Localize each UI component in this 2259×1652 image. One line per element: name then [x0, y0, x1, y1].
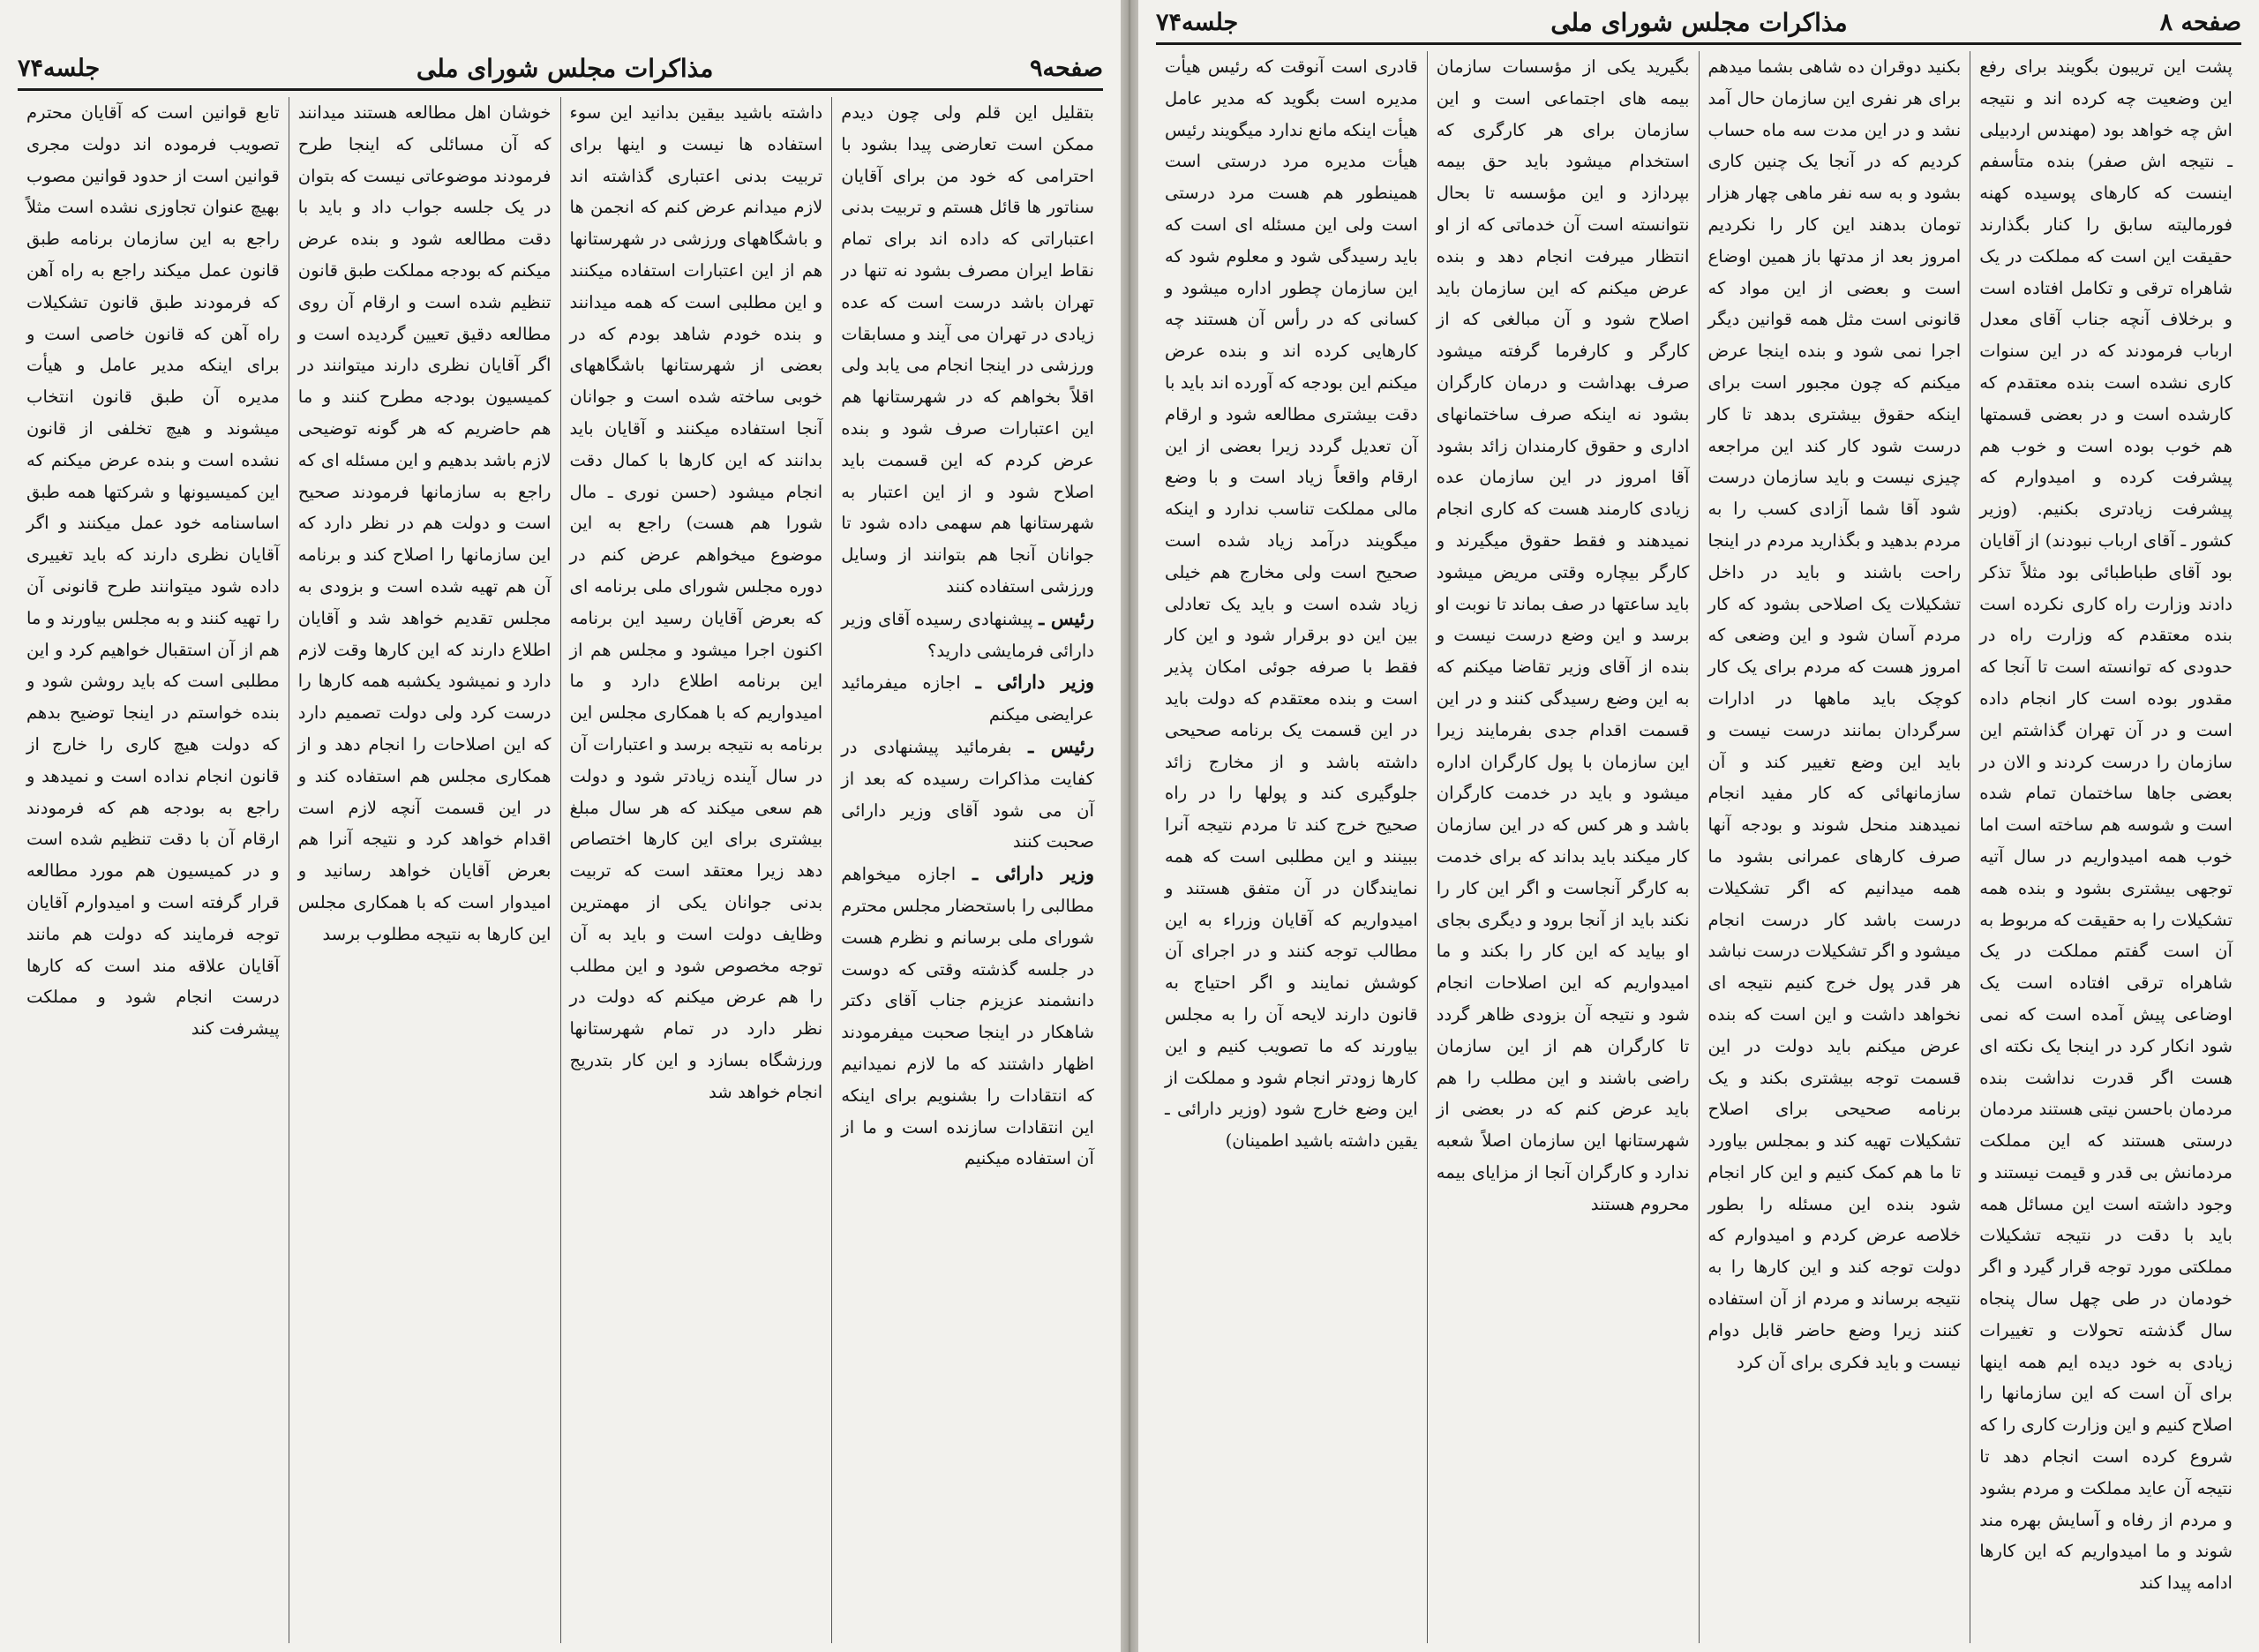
- speech-text: پیشنهادی رسیده آقای وزیر دارائی فرمایشی دارید؟: [841, 608, 1094, 661]
- text-column-1: [1970, 51, 2241, 1643]
- right-page-header: [1156, 2, 2241, 45]
- page-title: مذاکرات مجلس شورای ملی: [416, 53, 714, 83]
- speaker-name: رئیس ـ: [1028, 734, 1094, 757]
- speech-text: بفرمائید پیشنهادی در کفایت مذاکرات رسیده که بعد از آن می شود آقای وزیر دارائی صحبت کنند: [841, 736, 1094, 852]
- text-column-1: [831, 97, 1103, 1643]
- text-column-3: [289, 97, 560, 1643]
- speaker-name: وزیر دارائی ـ: [972, 862, 1094, 885]
- paragraph: داشته باشید بیقین بدانید این سوء استفاده ها نیست و اینها برای تربیت بدنی اعتباری گذاشته اند لازم میدانم عرض کنم که انجمن ها و باشگاههای ورزشی در شهرستانها هم از این اعتبارات استفاده میکنند و این مطلبی است که همه میدانند و بنده خودم شاهد بودم که در بعضی از شهرستانها باشگاههای خوبی ساخته شده است و جوانان آنجا استفاده میکنند و آقایان باید بدانند که این کارها با کمال دقت انجام میشود (حسن نوری ـ مال شورا هم هست) راجع به این موضوع میخواهم عرض کنم در دوره مجلس شورای ملی برنامه ای که بعرض آقایان رسید این برنامه اکنون اجرا میشود و مجلس هم از این برنامه اطلاع دارد و ما امیدواریم که با همکاری مجلس این برنامه به نتیجه برسد و اعتبارات آن در سال آینده زیادتر شود و دولت هم سعی میکند که هر سال مبلغ بیشتری برای این کارها اختصاص دهد زیرا معتقد است که تربیت بدنی جوانان یکی از مهمترین وظایف دولت است و باید به آن توجه مخصوص شود و این مطلب را هم عرض میکنم که دولت در نظر دارد در تمام شهرستانها ورزشگاه بسازد و این کار بتدریج انجام خواهد شد: [569, 102, 823, 1102]
- page-number: صفحه ۸: [2159, 8, 2241, 36]
- text-column-4: [18, 97, 289, 1643]
- speech: [841, 603, 1094, 667]
- paragraph: بکنید دوقران ده شاهی بشما میدهم برای هر نفری این سازمان حال آمد نشد و در این مدت سه ماه حساب کردیم که در آنجا یک چنین کاری بشود و به سه نفر ماهی چهار هزار تومان بدهند این کار را نکردیم امروز بعد از مدتها باز همین اوضاع است و بعضی از این مواد که قانونی است مثل همه قوانین دیگر اجرا نمی شود و بنده اینجا عرض میکنم که چون مجبور است برای اینکه حقوق بیشتری بدهد تا کار درست شود کار کند این مراجعه چیزی نیست و باید سازمان درست شود آقا شما آزادی کسب را به مردم بدهید و بگذارید مردم در اینجا راحت باشند و باید در داخل تشکیلات یک اصلاحی بشود که کار مردم آسان شود و این وضعی که امروز هست که مردم برای یک کار کوچک باید ماهها در ادارات سرگردان بمانند درست نیست و باید این وضع تغییر کند و آن سازمانهائی که کار مفید انجام نمیدهند منحل شوند و بودجه آنها صرف کارهای عمرانی بشود ما همه میدانیم که اگر تشکیلات درست باشد کار درست انجام میشود و اگر تشکیلات درست نباشد هر قدر پول خرج کنیم نتیجه ای نخواهد داشت و این است که بنده عرض میکنم باید دولت در این قسمت توجه بیشتری بکند و یک برنامه صحیحی برای اصلاح تشکیلات تهیه کند و بمجلس بیاورد تا ما هم کمک کنیم و این کار انجام شود بنده این مسئله را بطور خلاصه عرض کردم و امیدوارم که دولت توجه کند و این کارها را به نتیجه برساند و مردم از آن استفاده کنند زیرا وضع حاضر قابل دوام نیست و باید فکری برای آن کرد: [1707, 56, 1962, 1372]
- session-number: جلسه۷۴: [1156, 8, 1239, 36]
- left-page-header: [18, 48, 1103, 91]
- speech-text: اجازه میخواهم مطالبی را باستحضار مجلس محترم شورای ملی برسانم و نظرم هست در جلسه گذشته وقتی که دوست دانشمند عزیزم جناب آقای دکتر شاهکار در اینجا صحبت میفرمودند اظهار داشتند که ما لازم نمیدانیم که انتقادات را بشنویم برای اینکه این انتقادات سازنده است و ما از آن استفاده میکنیم: [841, 864, 1094, 1169]
- paragraph: بتقلیل این قلم ولی چون دیدم ممکن است تعارضی پیدا بشود با احترامی که خود من برای آقایان سناتور ها قائل هستم و تربیت بدنی اعتباراتی که داده اند برای تمام نقاط ایران مصرف بشود نه تنها در تهران باشد درست است که عده زیادی در تهران می آیند و مسابقات ورزشی در اینجا انجام می یابد ولی اقلاً بخواهم که در شهرستانها هم این اعتبارات صرف شود و بنده عرض کردم که این قسمت باید اصلاح شود و از این اعتبار به شهرستانها هم سهمی داده شود تا جوانان آنجا هم بتوانند از وسایل ورزشی استفاده کنند: [841, 102, 1094, 597]
- speech: [841, 858, 1094, 1175]
- left-page-columns: [18, 97, 1103, 1643]
- session-number: جلسه۷۴: [18, 54, 101, 82]
- page-number: صفحه۹: [1029, 54, 1103, 82]
- paragraph: خوشان اهل مطالعه هستند میدانند که آن مسائلی که اینجا طرح فرمودند موضوعاتی نیست که بتوان در یک جلسه جواب داد و باید با دقت مطالعه شود و بنده عرض میکنم که بودجه مملکت طبق قانون تنظیم شده است و ارقام آن روی مطالعه دقیق تعیین گردیده است و اگر آقایان نظری دارند میتوانند در کمیسیون بودجه مطرح کنند و ما هم حاضریم که هر گونه توضیحی لازم باشد بدهیم و این مسئله ای که راجع به سازمانها فرمودند صحیح است و دولت هم در نظر دارد که این سازمانها را اصلاح کند و برنامه آن هم تهیه شده است و بزودی به مجلس تقدیم خواهد شد و آقایان اطلاع دارند که این کارها وقت لازم دارد و نمیشود یکشبه همه کارها را درست کرد ولی دولت تصمیم دارد که این اصلاحات را انجام دهد و از همکاری مجلس هم استفاده کند و در این قسمت آنچه لازم است اقدام خواهد کرد و نتیجه آنرا هم بعرض آقایان خواهد رسانید و امیدوار است که با همکاری مجلس این کارها به نتیجه مطلوب برسد: [297, 102, 552, 944]
- speech: [841, 666, 1094, 731]
- text-column-2: [1699, 51, 1970, 1643]
- paragraph: تابع قوانین است که آقایان محترم تصویب فرموده اند دولت مجری قوانین است از حدود قوانین مصوب بهیچ عنوان تجاوزی نشده است مثلاً راجع به این سازمان برنامه طبق قانون عمل میکند راجع به راه آهن که فرمودند طبق قانون تشکیلات راه آهن که قانون خاصی است و برای اینکه مدیر عامل و هیأت مدیره آن طبق قانون انتخاب میشوند و هیچ تخلفی از قانون نشده است و بنده عرض میکنم که این کمیسیونها و شرکتها همه طبق اساسنامه خود عمل میکنند و اگر آقایان نظری دارند که باید تغییری داده شود میتوانند طرح قانونی آن را تهیه کنند و به مجلس بیاورند و ما هم از آن استقبال خواهیم کرد و این مطلبی است که باید روشن شود و بنده خواستم در اینجا توضیح بدهم که دولت هیچ کاری را خارج از قانون انجام نداده است و نمیدهد و راجع به بودجه هم که فرمودند ارقام آن با دقت تنظیم شده است و در کمیسیون هم مورد مطالعه قرار گرفته است و امیدوارم آقایان توجه فرمایند که دولت هم مانند آقایان علاقه مند است که کارها درست انجام شود و مملکت پیشرفت کند: [26, 102, 280, 1040]
- text-column-4: [1156, 51, 1427, 1643]
- paragraph: قادری است آنوقت که رئیس هیأت مدیره است بگوید که مدیر عامل هیأت اینکه مانع ندارد میگویند رئیس هیأت مدیره مرد درستی است همینطور هم هست مرد درستی است ولی این مسئله ای است که باید رسیدگی شود و معلوم شود که این سازمان چطور اداره میشود و کسانی که در رأس آن هستند چه کارهایی کرده اند و بنده عرض میکنم این بودجه که آورده اند باید با دقت بیشتری مطالعه شود و ارقام آن تعدیل گردد زیرا بعضی از این ارقام واقعاً زیاد است و با وضع مالی مملکت تناسب ندارد و اینکه میگویند درآمد زیاد شده است صحیح است ولی مخارج هم خیلی زیاد شده است و باید یک تعادلی بین این دو برقرار شود و این کار فقط با صرفه جوئی امکان پذیر است و بنده معتقدم که دولت باید در این قسمت یک برنامه صحیحی داشته باشد و از مخارج زائد جلوگیری کند و پولها را در راه صحیح خرج کند تا مردم نتیجه آنرا ببینند و این مطلبی است که همه نمایندگان در آن متفق هستند و امیدواریم که آقایان وزراء به این مطالب توجه کنند و در اجرای آن کوشش نمایند و اگر احتیاج به قانون دارند لایحه آن را به مجلس بیاورند که ما تصویب کنیم و این کارها زودتر انجام شود و مملکت از این وضع خارج شود (وزیر دارائی ـ یقین داشته باشید اطمینان): [1165, 56, 1418, 1152]
- left-page: [0, 0, 1121, 1652]
- speech: [841, 731, 1094, 858]
- paragraph: پشت این تریبون بگویند برای رفع این وضعیت چه کرده اند و نتیجه اش چه خواهد بود (مهندس اردبیلی ـ نتیجه اش صفر) بنده متأسفم اینست که کارهای پوسیده کهنه فورمالیته سابق را کنار بگذارند حقیقت این است که مملکت در یک شاهراه ترقی و تکامل افتاده است و برخلاف آنچه جناب آقای معدل ارباب فرمودند که در این سنوات کاری نشده است بنده معتقدم که کارشده است و در بعضی قسمتها هم خوب بوده است و خوب هم پیشرفت کرده و امیدوارم که پیشرفت زیادتری بکنیم. (وزیر کشور ـ آقای ارباب نبودند) از آقایان بود آقای طباطبائی بود مثلاً تذکر دادند وزارت راه کاری نکرده است بنده معتقدم که وزارت راه در حدودی که توانسته است تا آنجا که مقدور بوده است کار انجام داده است و در آن تهران گذاشتم این سازمان را درست کردند و الان در بعضی جاها ساختمان تمام شده است و شوسه هم ساخته است اما خوب همه امیدواریم در سال آتیه توجهی بیشتری بشود و بنده همه تشکیلات را به حقیقت که مربوط به آن است گفتم مملکت در یک شاهراه ترقی افتاده است یک اوضاعی پیش آمده است که نمی شود انکار کرد در اینجا یک نکته ای هست اگر قدرت نداشت بنده مردمان باحسن نیتی هستند مردمان درستی هستند که این مملکت مردمانش بی قدر و قیمت نیستند و وجود داشته است این مسائل همه باید با دقت در نتیجه تشکیلات مملکتی مورد توجه قرار گیرد و اگر خودمان در طی چهل سال پنجاه سال گذشته تحولات و تغییرات زیادی به خود دیده ایم همه اینها برای آن است که این سازمانها را اصلاح کنیم و این وزارت کاری را که شروع کرده است انجام دهد تا نتیجه آن عاید مملکت و مردم بشود و مردم از رفاه و آسایش بهره مند شوند و ما امیدواریم که این کارها ادامه پیدا کند: [1979, 56, 2233, 1594]
- text-column-3: [1427, 51, 1699, 1643]
- speaker-name: رئیس ـ: [1039, 606, 1094, 629]
- paragraph: بگیرید یکی از مؤسسات سازمان بیمه های اجتماعی است و این سازمان برای هر کارگری که استخدام میشود باید حق بیمه بپردازد و این مؤسسه تا بحال نتوانسته است آن خدماتی که از او انتظار میرفت انجام دهد و بنده عرض میکنم که این سازمان باید اصلاح شود و آن مبالغی که از کارگر و کارفرما گرفته میشود صرف بهداشت و درمان کارگران بشود نه اینکه صرف ساختمانهای اداری و حقوق کارمندان زائد بشود آقا امروز در این سازمان عده زیادی کارمند هست که کاری انجام نمیدهند و فقط حقوق میگیرند و کارگر بیچاره وقتی مریض میشود باید ساعتها در صف بماند تا نوبت او برسد و این وضع درست نیست و بنده از آقای وزیر تقاضا میکنم که به این وضع رسیدگی کنند و در این قسمت اقدام جدی بفرمایند زیرا این سازمان با پول کارگران اداره میشود و باید در خدمت کارگران باشد و هر کس که در این سازمان کار میکند باید بداند که برای خدمت به کارگر آنجاست و اگر این کار را نکند باید از آنجا برود و دیگری بجای او بیاید که این کار را بکند و ما امیدواریم که این اصلاحات انجام شود و نتیجه آن بزودی ظاهر گردد تا کارگران هم از این سازمان راضی باشند و این مطلب را هم باید عرض کنم که در بعضی از شهرستانها این سازمان اصلاً شعبه ندارد و کارگران آنجا از مزایای بیمه محروم هستند: [1436, 56, 1690, 1214]
- right-page-columns: [1156, 51, 2241, 1643]
- speech-text: اجازه میفرمائید عرایضی میکنم: [841, 672, 1094, 725]
- page-title: مذاکرات مجلس شورای ملی: [1550, 7, 1848, 37]
- right-page: [1138, 0, 2259, 1652]
- text-column-2: [560, 97, 832, 1643]
- speaker-name: وزیر دارائی ـ: [975, 671, 1095, 694]
